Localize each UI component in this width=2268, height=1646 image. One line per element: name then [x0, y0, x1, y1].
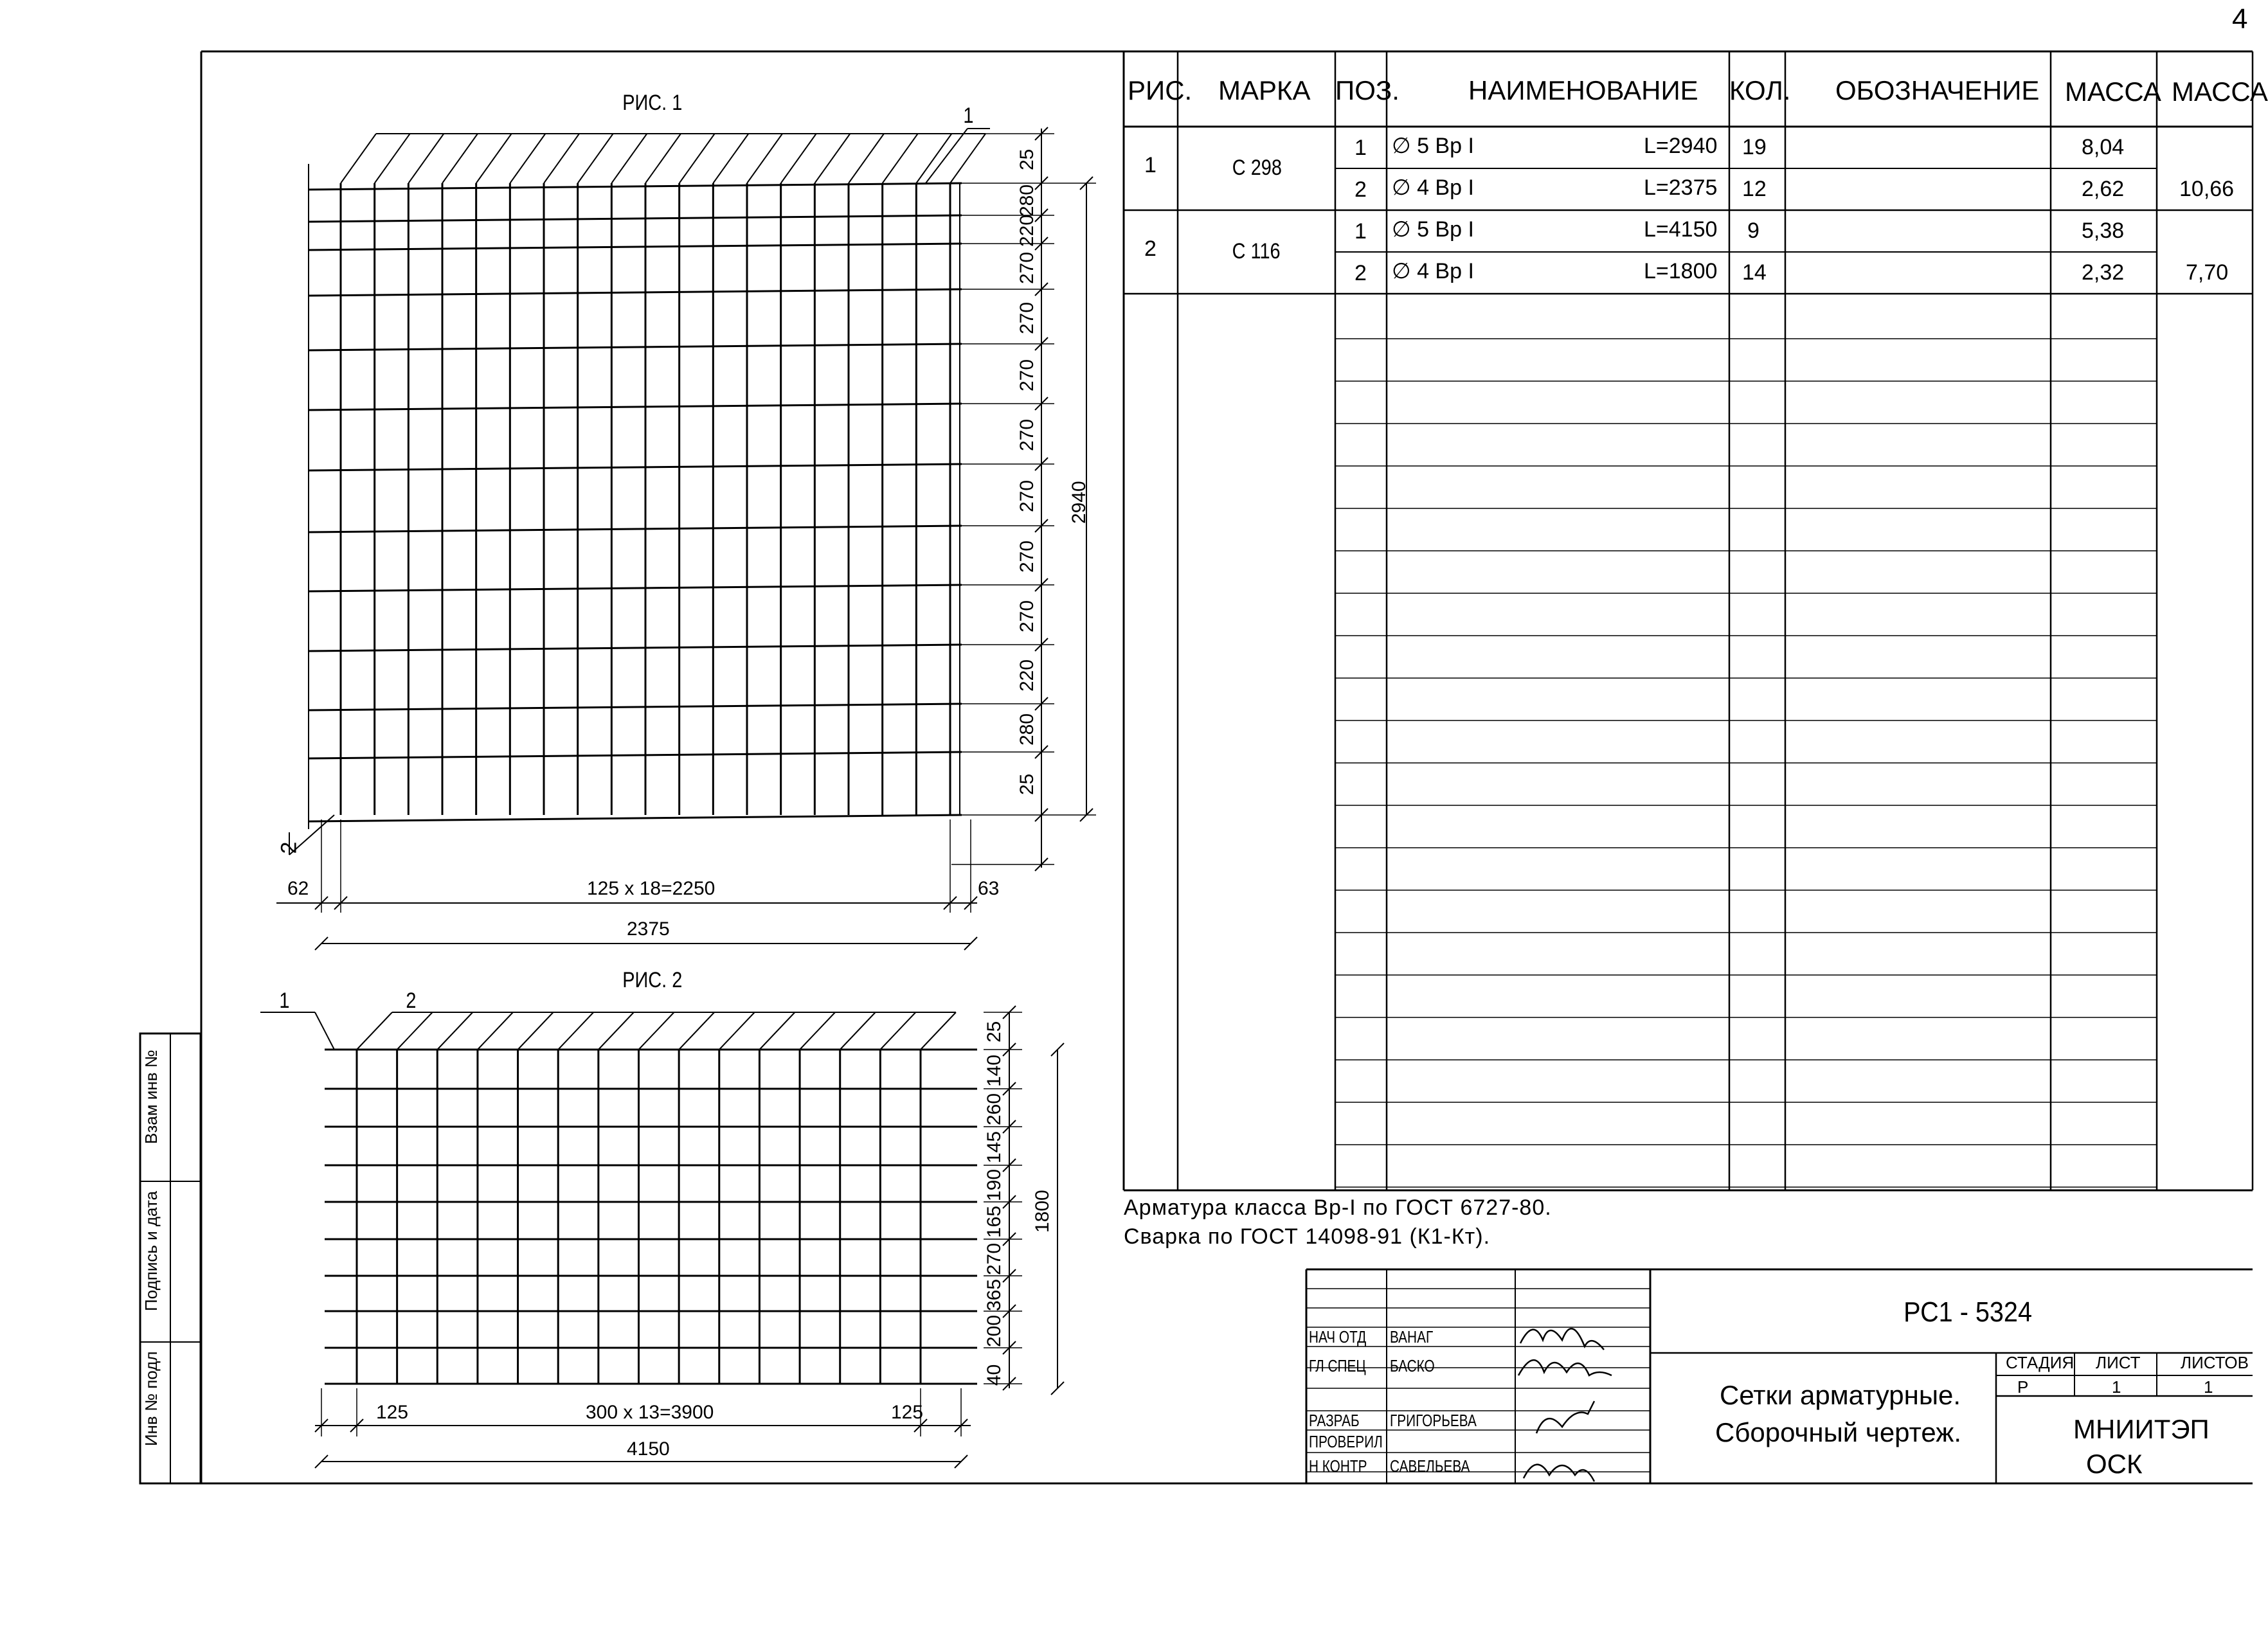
fig1-dim-4: 270 — [1016, 301, 1038, 334]
group2-total-mass: 7,70 — [2186, 260, 2229, 285]
group2-fig: 2 — [1144, 237, 1156, 261]
fig1-dim-10: 220 — [1016, 659, 1038, 692]
fig1-overall-height: 2940 — [1068, 481, 1090, 524]
fig1-title: РИС. 1 — [622, 91, 683, 115]
stamp-signature-date: Подпись и дата — [141, 1190, 161, 1311]
fig2-overall-height: 1800 — [1032, 1190, 1053, 1233]
g2r1-length: L=4150 — [1644, 217, 1718, 242]
fig1-callout-1: 1 — [963, 103, 974, 128]
g2r2-qty: 14 — [1742, 260, 1767, 285]
fig2-dim-5: 165 — [984, 1205, 1005, 1238]
sig-name-1: БАСКО — [1390, 1356, 1435, 1375]
drawing-title-line1: Сетки арматурные. — [1720, 1380, 1961, 1410]
g1r1-pos: 1 — [1354, 136, 1367, 160]
fig2-overall-width: 4150 — [627, 1438, 670, 1460]
fig1-dim-1: 280 — [1016, 184, 1038, 217]
g2r1-name: ∅ 5 Вр I — [1392, 217, 1474, 242]
sheet-value: 1 — [2112, 1377, 2121, 1397]
group1-fig: 1 — [1144, 153, 1156, 177]
col-header-designation: ОБОЗНАЧЕНИЕ — [1835, 75, 2040, 105]
g2r2-length: L=1800 — [1644, 259, 1718, 283]
g1r1-mass: 8,04 — [2082, 135, 2125, 159]
group1-mark: С 298 — [1232, 156, 1282, 180]
sig-role-0: НАЧ ОТД — [1309, 1327, 1367, 1346]
fig2-title: РИС. 2 — [622, 968, 683, 992]
group1-total-mass: 10,66 — [2179, 177, 2235, 201]
g1r2-qty: 12 — [1742, 177, 1767, 201]
sheet-header: ЛИСТ — [2096, 1353, 2141, 1372]
stamp-inv-original: Инв № подл — [141, 1351, 161, 1446]
fig1-dim-8: 270 — [1016, 540, 1038, 573]
g1r1-qty: 19 — [1742, 135, 1767, 159]
g1r1-name: ∅ 5 Вр I — [1392, 134, 1474, 158]
fig1-dim-5: 270 — [1016, 359, 1038, 391]
group2-mark: С 116 — [1232, 239, 1281, 264]
fig2-left-offset: 125 — [376, 1402, 409, 1423]
g2r1-mass: 5,38 — [2082, 219, 2125, 243]
stage-value: Р — [2017, 1377, 2029, 1397]
fig2-dim-4: 190 — [984, 1168, 1005, 1201]
g2r2-pos: 2 — [1354, 261, 1367, 285]
g2r2-mass: 2,32 — [2082, 260, 2125, 285]
fig2-callout-2: 2 — [406, 988, 417, 1013]
fig2-dim-3: 145 — [984, 1131, 1005, 1163]
fig1-dim-3: 270 — [1016, 251, 1038, 284]
sig-role-1: ГЛ СПЕЦ — [1309, 1356, 1366, 1375]
col-header-mass-total: МАССА — [2172, 76, 2268, 107]
g2r1-pos: 1 — [1354, 219, 1367, 244]
note-reinforcement-class: Арматура класса Вр-I по ГОСТ 6727-80. — [1124, 1195, 1552, 1220]
organization-line1: МНИИТЭП — [2073, 1414, 2210, 1444]
fig2-dim-1: 140 — [984, 1054, 1005, 1087]
fig2-dim-9: 40 — [984, 1364, 1005, 1386]
g2r1-qty: 9 — [1747, 219, 1760, 243]
sheets-header: ЛИСТОВ — [2181, 1353, 2249, 1372]
fig1-dim-2: 220 — [1016, 214, 1038, 247]
fig2-right-offset: 125 — [891, 1402, 924, 1423]
col-header-mark: МАРКА — [1218, 75, 1311, 105]
sig-role-3: РАЗРАБ — [1309, 1411, 1360, 1430]
sig-name-3: ГРИГОРЬЕВА — [1390, 1411, 1477, 1430]
g1r2-length: L=2375 — [1644, 175, 1718, 200]
fig1-overall-width: 2375 — [627, 918, 670, 940]
fig1-dim-7: 270 — [1016, 479, 1038, 512]
g2r2-name: ∅ 4 Вр I — [1392, 259, 1474, 283]
fig1-dim-0: 25 — [1016, 148, 1038, 170]
fig1-left-offset: 62 — [287, 878, 309, 899]
drawing-code: РС1 - 5324 — [1904, 1296, 2032, 1328]
sheets-value: 1 — [2204, 1377, 2213, 1397]
drawing-title-line2: Сборочный чертеж. — [1715, 1417, 1962, 1447]
col-header-name: НАИМЕНОВАНИЕ — [1468, 75, 1698, 105]
fig1-dim-11: 280 — [1016, 713, 1038, 746]
stamp-replaced-inv: Взам инв № — [141, 1050, 161, 1144]
col-header-fig: РИС. — [1128, 75, 1192, 105]
col-header-mass: МАССА — [2065, 76, 2161, 107]
fig2-dim-7: 365 — [984, 1278, 1005, 1311]
fig1-bar-spacing: 125 x 18=2250 — [587, 878, 716, 899]
fig2-dim-6: 270 — [984, 1242, 1005, 1275]
fig2-dim-0: 25 — [984, 1021, 1005, 1042]
fig2-dim-8: 200 — [984, 1314, 1005, 1347]
fig1-right-offset: 63 — [978, 878, 1000, 899]
fig1-dim-6: 270 — [1016, 418, 1038, 451]
sig-name-0: ВАНАГ — [1390, 1327, 1434, 1346]
fig1-callout-2: 2 — [276, 841, 302, 854]
sig-role-5: Н КОНТР — [1309, 1456, 1367, 1476]
organization-line2: ОСК — [2086, 1449, 2143, 1479]
sig-role-4: ПРОВЕРИЛ — [1309, 1432, 1383, 1451]
fig1-dim-12: 25 — [1016, 773, 1038, 795]
g1r2-pos: 2 — [1354, 177, 1367, 202]
fig2-callout-1: 1 — [279, 988, 290, 1013]
fig1-dim-9: 270 — [1016, 600, 1038, 632]
fig2-bar-spacing: 300 x 13=3900 — [586, 1402, 714, 1423]
note-welding: Сварка по ГОСТ 14098-91 (К1-Кт). — [1124, 1224, 1491, 1249]
g1r2-name: ∅ 4 Вр I — [1392, 175, 1474, 200]
fig2-dim-2: 260 — [984, 1093, 1005, 1125]
g1r1-length: L=2940 — [1644, 134, 1718, 158]
page-number: 4 — [2232, 3, 2248, 35]
stage-header: СТАДИЯ — [2006, 1353, 2074, 1372]
sig-name-5: САВЕЛЬЕВА — [1390, 1456, 1470, 1476]
col-header-pos: ПОЗ. — [1335, 75, 1400, 105]
col-header-qty: КОЛ. — [1729, 75, 1791, 105]
g1r2-mass: 2,62 — [2082, 177, 2125, 201]
